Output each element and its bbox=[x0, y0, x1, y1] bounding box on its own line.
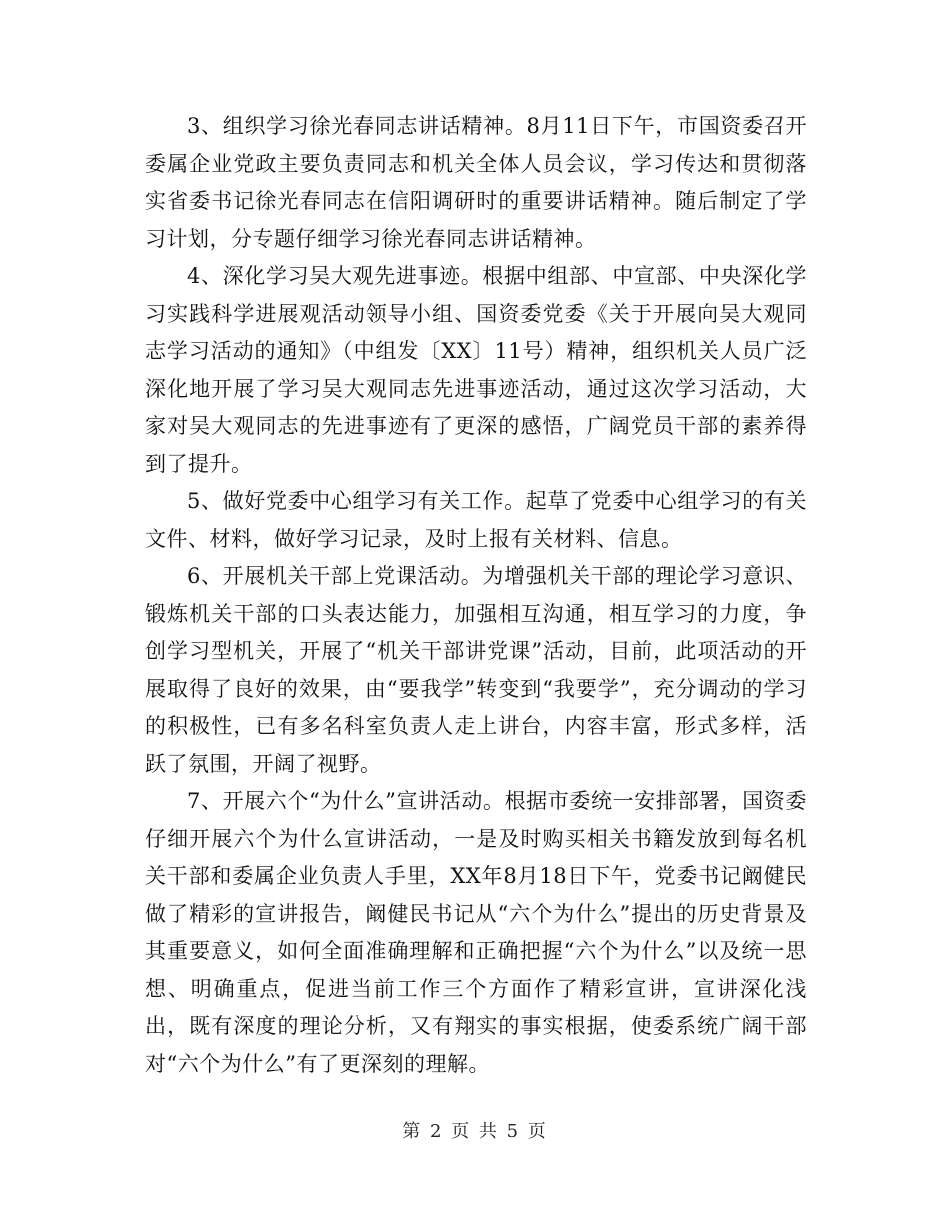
paragraph-item-5: 5、做好党委中心组学习有关工作。起草了党委中心组学习的有关文件、材料，做好学习记录，及时上报有关材料、信息。 bbox=[145, 489, 807, 551]
paragraph-item-6: 6、开展机关干部上党课活动。为增强机关干部的理论学习意识、锻炼机关干部的口头表达能力，加强相互沟通，相互学习的力度，争创学习型机关，开展了“机关干部讲党课”活动，目前，此项活动的开展取得了良好的效果，由“要我学”转变到“我要学”，充分调动的学习的积极性，已有多名科室负责人走上讲台，内容丰富，形式多样，活跃了氛围，开阔了视野。 bbox=[145, 564, 807, 776]
paragraph-item-4: 4、深化学习吴大观先进事迹。根据中组部、中宣部、中央深化学习实践科学进展观活动领导小组、国资委党委《关于开展向吴大观同志学习活动的通知》（中组发〔XX〕11号）精神，组织机关人员广泛深化地开展了学习吴大观同志先进事迹活动，通过这次学习活动，大家对吴大观同志的先进事迹有了更深的感悟，广阔党员干部的素养得到了提升。 bbox=[145, 264, 807, 476]
page-number-footer: 第 2 页 共 5 页 bbox=[402, 1121, 548, 1142]
body-text bbox=[145, 108, 807, 1083]
paragraph-item-7: 7、开展六个“为什么”宣讲活动。根据市委统一安排部署，国资委仔细开展六个为什么宣讲活动，一是及时购买相关书籍发放到每名机关干部和委属企业负责人手里，XX年8月18日下午，党委书记阚健民做了精彩的宣讲报告，阚健民书记从“六个为什么”提出的历史背景及其重要意义，如何全面准确理解和正确把握“六个为什么”以及统一思想、明确重点，促进当前工作三个方面作了精彩宣讲，宣讲深化浅出，既有深度的理论分析，又有翔实的事实根据，使委系统广阔干部对“六个为什么”有了更深刻的理解。 bbox=[145, 789, 807, 1076]
paragraph-item-3: 3、组织学习徐光春同志讲话精神。8月11日下午，市国资委召开委属企业党政主要负责同志和机关全体人员会议，学习传达和贯彻落实省委书记徐光春同志在信阳调研时的重要讲话精神。随后制定了学习计划，分专题仔细学习徐光春同志讲话精神。 bbox=[145, 114, 807, 251]
